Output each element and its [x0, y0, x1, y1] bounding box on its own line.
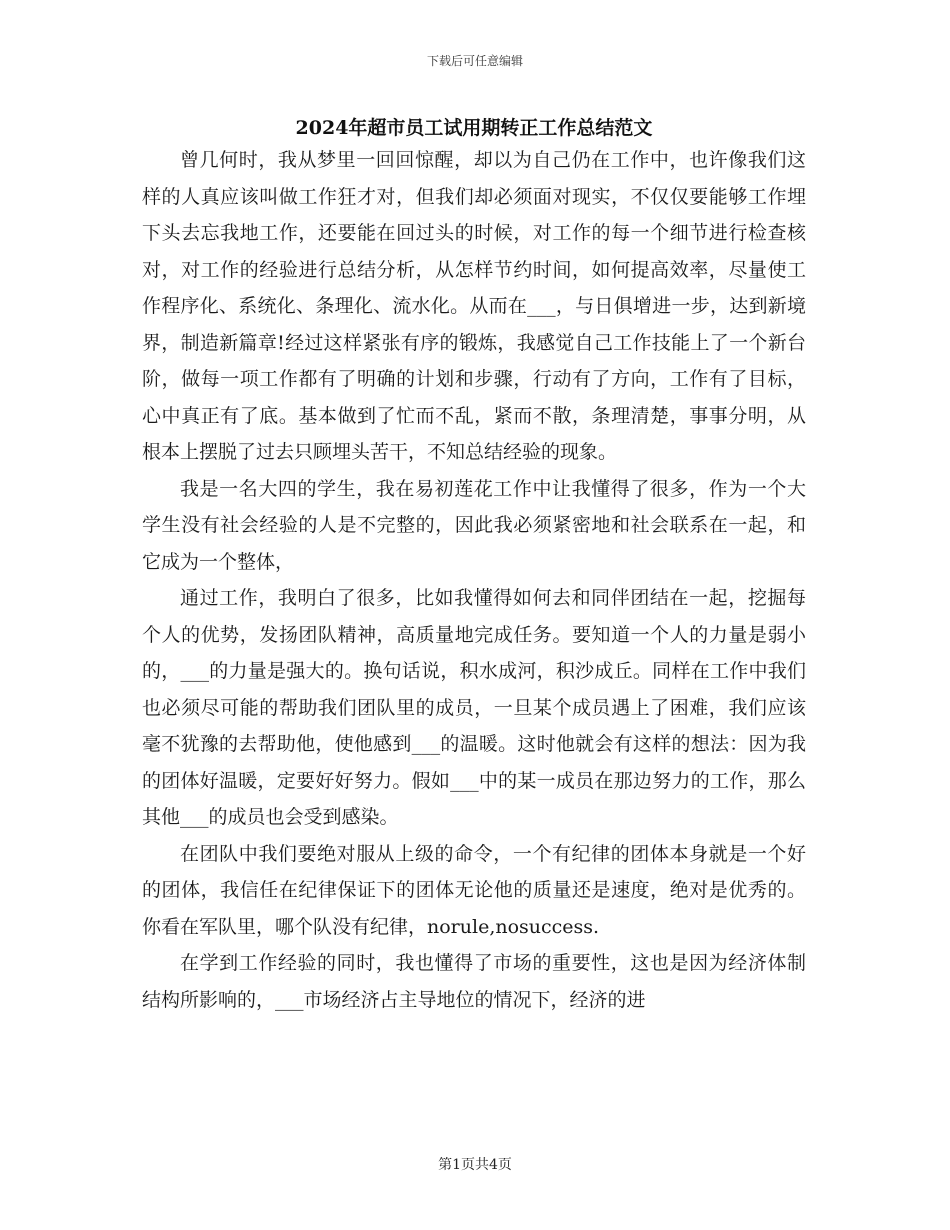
body-paragraph: 在学到工作经验的同时，我也懂得了市场的重要性，这也是因为经济体制结构所影响的，___市场经济占主导地位的情况下，经济的进 [142, 952, 806, 1011]
body-paragraph: 曾几何时，我从梦里一回回惊醒，却以为自己仍在工作中，也许像我们这样的人真应该叫做工作狂才对，但我们却必须面对现实，不仅仅要能够工作埋下头去忘我地工作，还要能在回过头的时候，对工作的每一个细节进行检查核对，对工作的经验进行总结分析，从怎样节约时间，如何提高效率，尽量使工作程序化、系统化、条理化、流水化。从而在___，与日俱增进一步，达到新境界，制造新篇章!经过这样紧张有序的锻炼，我感觉自己工作技能上了一个新台阶，做每一项工作都有了明确的计划和步骤，行动有了方向，工作有了目标，心中真正有了底。基本做到了忙而不乱，紧而不散，条理清楚，事事分明，从根本上摆脱了过去只顾埋头苦干，不知总结经验的现象。 [142, 149, 806, 463]
page-header-note: 下载后可任意编辑 [426, 54, 523, 68]
document-body [142, 142, 806, 1018]
body-paragraph: 通过工作，我明白了很多，比如我懂得如何去和同伴团结在一起，挖掘每个人的优势，发扬团队精神，高质量地完成任务。要知道一个人的力量是弱小的，___的力量是强大的。换句话说，积水成河，积沙成丘。同样在工作中我们也必须尽可能的帮助我们团队里的成员，一旦某个成员遇上了困难，我们应该毫不犹豫的去帮助他，使他感到___的温暖。这时他就会有这样的想法：因为我的团体好温暖，定要好好努力。假如___中的某一成员在那边努力的工作，那么其他___的成员也会受到感染。 [142, 587, 806, 828]
body-paragraph: 在团队中我们要绝对服从上级的命令，一个有纪律的团体本身就是一个好的团体，我信任在纪律保证下的团体无论他的质量还是速度，绝对是优秀的。你看在军队里，哪个队没有纪律，norule,nosuccess. [142, 842, 806, 938]
body-paragraph: 我是一名大四的学生，我在易初莲花工作中让我懂得了很多，作为一个大学生没有社会经验的人是不完整的，因此我必须紧密地和社会联系在一起，和它成为一个整体， [142, 477, 806, 573]
document-title: 2024年超市员工试用期转正工作总结范文 [295, 117, 653, 139]
page-number: 第1页共4页 [438, 1157, 512, 1173]
